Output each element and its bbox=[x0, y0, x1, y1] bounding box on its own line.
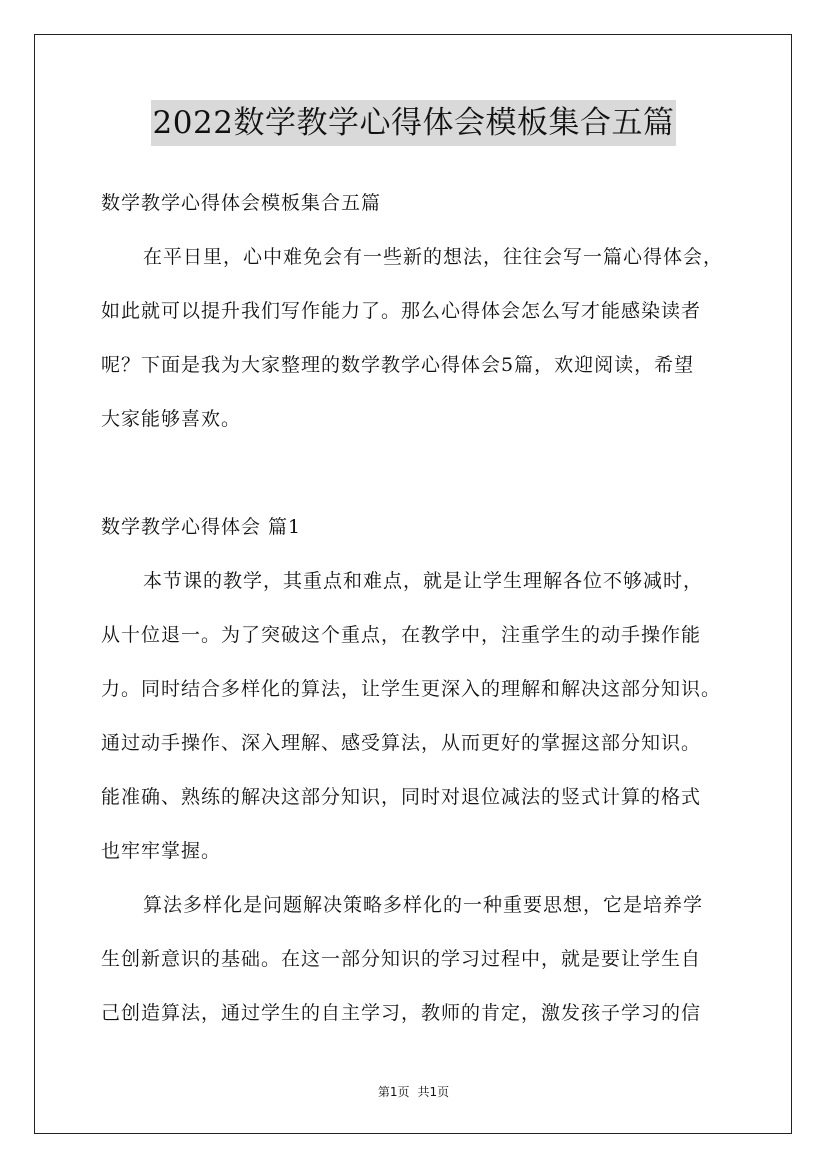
page-number-current: 第1页 bbox=[377, 1085, 410, 1099]
section-heading: 数学教学心得体会 篇1 bbox=[101, 516, 302, 538]
page-footer bbox=[0, 1083, 827, 1100]
paragraph-line: 通过动手操作、深入理解、感受算法，从而更好的掌握这部分知识。 bbox=[101, 732, 702, 754]
title-container bbox=[0, 100, 827, 146]
document-title: 2022数学教学心得体会模板集合五篇 bbox=[151, 100, 677, 146]
paragraph-line: 生创新意识的基础。在这一部分知识的学习过程中，就是要让学生自 bbox=[101, 948, 702, 970]
intro-line: 如此就可以提升我们写作能力了。那么心得体会怎么写才能感染读者 bbox=[101, 300, 702, 322]
paragraph-line: 算法多样化是问题解决策略多样化的一种重要思想，它是培养学 bbox=[143, 894, 704, 916]
paragraph-gap bbox=[101, 446, 741, 500]
subtitle: 数学教学心得体会模板集合五篇 bbox=[101, 192, 382, 214]
paragraph-line: 也牢牢掌握。 bbox=[101, 840, 222, 862]
intro-line: 在平日里，心中难免会有一些新的想法，往往会写一篇心得体会， bbox=[143, 246, 724, 268]
document-body bbox=[101, 176, 741, 1040]
page-number-total: 共1页 bbox=[417, 1085, 450, 1099]
paragraph-line: 本节课的教学，其重点和难点，就是让学生理解各位不够减时， bbox=[143, 570, 704, 592]
paragraph-line: 己创造算法，通过学生的自主学习，教师的肯定，激发孩子学习的信 bbox=[101, 1002, 702, 1024]
paragraph-line: 从十位退一。为了突破这个重点，在教学中，注重学生的动手操作能 bbox=[101, 624, 702, 646]
intro-line: 呢？下面是我为大家整理的数学教学心得体会5篇，欢迎阅读，希望 bbox=[101, 354, 695, 376]
paragraph-line: 能准确、熟练的解决这部分知识，同时对退位减法的竖式计算的格式 bbox=[101, 786, 702, 808]
intro-line: 大家能够喜欢。 bbox=[101, 408, 242, 430]
paragraph-line: 力。同时结合多样化的算法，让学生更深入的理解和解决这部分知识。 bbox=[101, 678, 722, 700]
